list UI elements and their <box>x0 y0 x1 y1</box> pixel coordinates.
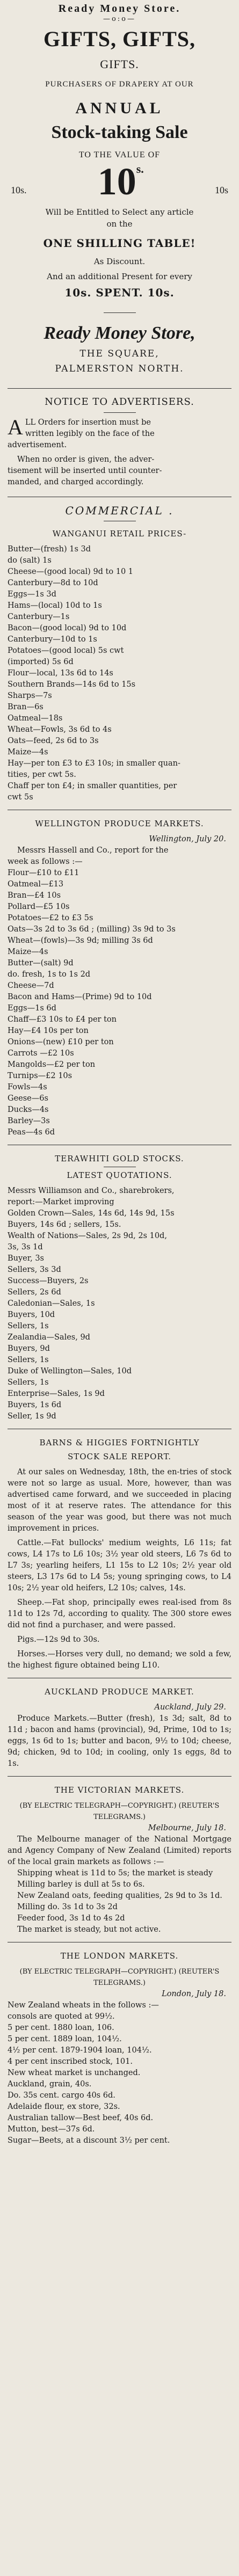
quote-line: Buyer, 3s <box>8 1254 44 1263</box>
barns-paragraphs <box>8 1467 231 1671</box>
ad-purchases: PURCHASERS OF DRAPERY AT OUR <box>45 80 194 89</box>
quote-line: report:—Market improving <box>8 1198 114 1206</box>
quote-line: Buyers, 9d <box>8 1344 50 1353</box>
report-paragraph: Pigs.—12s 9d to 30s. <box>17 1635 100 1644</box>
price-line: Chaff per ton £4; in smaller quantities, per <box>8 782 177 790</box>
london-lines <box>8 2000 231 2146</box>
quote-line: Buyers, 1s 6d <box>8 1401 62 1409</box>
price-line: Fowls—4s <box>8 1083 47 1091</box>
ad-annual: ANNUAL <box>75 99 164 117</box>
notice-line: tisement will be inserted until counter- <box>8 467 162 475</box>
victorian-title: THE VICTORIAN MARKETS. <box>54 1785 185 1795</box>
ad-top-line: Ready Money Store. <box>58 3 181 14</box>
price-line: Maize—4s <box>8 948 48 956</box>
price-line: Butter—(fresh) 1s 3d <box>8 545 91 554</box>
victorian-markets <box>8 1783 231 1935</box>
price-line: Wheat—Fowls, 3s 6d to 4s <box>8 725 112 734</box>
quote-line: Caledonian—Sales, 1s <box>8 1299 95 1308</box>
notice-dropcap: A <box>8 415 23 439</box>
report-paragraph: The market is steady, but not active. <box>17 1925 161 1934</box>
quote-line: Auckland, grain, 40s. <box>8 2080 92 2089</box>
price-line: Butter—(salt) 9d <box>8 959 74 967</box>
quote-line: 4½ per cent. 1879-1904 loan, 104½. <box>8 2046 152 2055</box>
quote-line: Adelaide flour, ex store, 32s. <box>8 2102 120 2111</box>
quote-line: Sugar—Beets, at a discount 3½ per cent. <box>8 2136 170 2145</box>
price-line: Sharps—7s <box>8 692 52 700</box>
quote-line: 5 per cent. 1880 loan, 106. <box>8 2024 114 2032</box>
quote-line: Buyers, 10d <box>8 1311 55 1319</box>
price-line: Oats—feed, 2s 6d to 3s <box>8 737 99 745</box>
price-line: Chaff—£3 10s to £4 per ton <box>8 1015 117 1024</box>
price-line: Flour—local, 13s 6d to 14s <box>8 669 113 678</box>
price-line: Hay—£4 10s per ton <box>8 1027 89 1035</box>
victorian-dateline: Melbourne, July 18. <box>148 1824 226 1832</box>
price-line: Onions—(new) £10 per ton <box>8 1038 114 1046</box>
notice-line: LL Orders for insertion must be <box>25 418 151 427</box>
notice-para-2 <box>8 454 231 488</box>
terawhiti-subtitle: LATEST QUOTATIONS. <box>67 1170 172 1180</box>
notice-line: manded, and charged accordingly. <box>8 478 144 486</box>
terawhiti-title: TERAWHITI GOLD STOCKS. <box>55 1154 184 1163</box>
auckland-produce <box>8 1685 231 1770</box>
wellington-intro: week as follows :— <box>8 857 83 866</box>
ad-discount: As Discount. <box>93 257 146 266</box>
ad-store-town: PALMERSTON NORTH. <box>55 363 184 374</box>
price-line: (imported) 5s 6d <box>8 658 74 666</box>
price-line: do. fresh, 1s to 1s 2d <box>8 970 91 979</box>
auckland-title: AUCKLAND PRODUCE MARKET. <box>45 1687 194 1697</box>
price-line: Southern Brands—14s 6d to 15s <box>8 680 136 689</box>
ad-store-square: THE SQUARE, <box>79 348 160 359</box>
quote-line: Australian tallow—Best beef, 40s 6d. <box>8 2114 154 2122</box>
report-paragraph: New Zealand oats, feeding qualities, 2s 9d to 3s 1d. <box>17 1891 222 1900</box>
victorian-credit: (BY ELECTRIC TELEGRAPH—COPYRIGHT.) (REUTER'S TELEGRAMS.) <box>19 1802 220 1821</box>
ad-amount-center <box>98 161 144 202</box>
report-paragraph: Horses.—Horses very dull, no demand; we sold a few, the highest figure obtained being L10. <box>8 1650 231 1670</box>
quote-line: Zealandia—Sales, 9d <box>8 1333 90 1342</box>
barns-subtitle: STOCK SALE REPORT. <box>67 1452 172 1461</box>
ad-amount-left: 10s. <box>11 185 27 195</box>
price-line: Wheat—(fowls)—3s 9d; milling 3s 6d <box>8 936 153 945</box>
report-paragraph: Milling do. 3s 1d to 3s 2d <box>17 1903 118 1911</box>
quote-line: consols are quoted at 99½. <box>8 2012 115 2021</box>
price-line: Hay—per ton £3 to £3 10s; in smaller quan- <box>8 759 180 768</box>
ad-headline: GIFTS, GIFTS, <box>43 27 196 51</box>
price-line: Carrots —£2 10s <box>8 1049 74 1058</box>
quote-line: New wheat market is unchanged. <box>8 2069 141 2077</box>
price-line: Bacon—(good local) 9d to 10d <box>8 624 127 632</box>
wanganui-title: WANGANUI RETAIL PRICES- <box>52 529 187 539</box>
report-paragraph: At our sales on Wednesday, 18th, the en-tries of stock were not so large as usual. More, however, than was advertised came forward, and we succeeded in placing most of it at reserve rates. The attendance for this season of the year was good, but there was not much improvement in prices. <box>8 1468 231 1533</box>
price-line: Ducks—4s <box>8 1105 49 1114</box>
price-line: Geese—6s <box>8 1094 48 1103</box>
report-paragraph: Shipping wheat is 11d to 5s; the market is steady <box>17 1869 213 1878</box>
terawhiti-gold <box>8 1152 231 1422</box>
price-line: Oatmeal—18s <box>8 714 63 723</box>
wellington-produce <box>8 817 231 1138</box>
wellington-dateline: Wellington, July 20. <box>149 835 226 843</box>
barns-stock-report <box>8 1436 231 1671</box>
ready-money-store-ad <box>8 2 231 375</box>
divider <box>8 388 231 389</box>
price-line: tities, per cwt 5s. <box>8 770 76 779</box>
wanganui-lines <box>8 544 231 803</box>
commercial-title: COMMERCIAL . <box>65 504 174 517</box>
price-line: Hams—(local) 10d to 1s <box>8 601 102 610</box>
price-line: Bran—6s <box>8 703 44 711</box>
report-paragraph: Cattle.—Fat bullocks' medium weights, L6 11s; fat cows, L4 17s to L6 10s; 3½ year old steers, L6 7s 6d to L7 3s; yearling heifers, L1 15s to L2 10s; 2½ year old steers, L3 17s 6d to L4 5s; young springing cows, to L4 10s; 2½ year old heifers, L2 10s; calves, 14s. <box>8 1539 231 1592</box>
ad-amount-number: 10 <box>97 160 136 203</box>
price-line: Peas—4s 6d <box>8 1128 55 1137</box>
victorian-paragraphs <box>8 1834 231 1935</box>
barns-title: BARNS & HIGGIES FORTNIGHTLY <box>39 1438 200 1447</box>
ad-subhead: GIFTS. <box>100 57 139 71</box>
wellington-title: WELLINGTON PRODUCE MARKETS. <box>35 819 204 828</box>
london-dateline: London, July 18. <box>162 1990 226 1998</box>
ad-entitled-2: on the <box>106 219 133 229</box>
notice-rule <box>104 412 136 413</box>
price-line: Canterbury—8d to 10d <box>8 579 98 587</box>
quote-line: Golden Crown—Sales, 14s 6d, 14s 9d, 15s <box>8 1209 175 1218</box>
price-line: Cheese—(good local) 9d to 10 1 <box>8 567 134 576</box>
quote-line: Wealth of Nations—Sales, 2s 9d, 2s 10d, <box>8 1232 167 1240</box>
price-line: Pollard—£5 10s <box>8 903 70 911</box>
quote-line: Messrs Williamson and Co., sharebrokers, <box>8 1187 175 1195</box>
quote-line: Sellers, 1s <box>8 1356 49 1364</box>
ad-value-line: TO THE VALUE OF <box>78 150 161 159</box>
quote-line: Mutton, best—37s 6d. <box>8 2125 95 2134</box>
auckland-paragraphs <box>8 1713 231 1770</box>
notice-line: When no order is given, the adver- <box>17 455 155 464</box>
ad-additional: And an additional Present for every <box>47 272 192 281</box>
quote-line: Success—Buyers, 2s <box>8 1277 89 1285</box>
terawhiti-lines <box>8 1185 231 1422</box>
price-line: Cheese—7d <box>8 981 54 990</box>
ad-amount-row <box>8 161 231 202</box>
london-markets <box>8 1949 231 2146</box>
price-line: cwt 5s <box>8 793 33 802</box>
price-line: Potatoes—(good local) 5s cwt <box>8 646 124 655</box>
quote-line: Seller, 1s 9d <box>8 1412 56 1421</box>
quote-line: Enterprise—Sales, 1s 9d <box>8 1389 105 1398</box>
quote-line: New Zealand wheats in the follows :— <box>8 2001 159 2010</box>
quote-line: Do. 35s cent. cargo 40s 6d. <box>8 2091 115 2100</box>
price-line: Canterbury—10d to 1s <box>8 635 97 644</box>
price-line: Turnips—£2 10s <box>8 1072 73 1080</box>
price-line: Canterbury—1s <box>8 613 70 621</box>
ad-store-name: Ready Money Store, <box>44 323 195 343</box>
report-paragraph: The Melbourne manager of the National Mortgage and Agency Company of New Zealand (Limited) reports of the local grain markets as follows :— <box>8 1835 231 1866</box>
notice-title: NOTICE TO ADVERTISERS. <box>45 396 194 407</box>
price-line: Mangolds—£2 per ton <box>8 1060 96 1069</box>
price-line: Potatoes—£2 to £3 5s <box>8 914 93 922</box>
london-credit: (BY ELECTRIC TELEGRAPH—COPYRIGHT.) (REUTER'S TELEGRAMS.) <box>19 1968 220 1987</box>
quote-line: Sellers, 1s <box>8 1322 49 1330</box>
price-line: Oatmeal—£13 <box>8 880 64 889</box>
ad-entitled-1: Will be Entitled to Select any article <box>45 207 194 217</box>
london-title: THE LONDON MARKETS. <box>60 1951 179 1961</box>
notice-to-advertisers <box>8 395 231 488</box>
report-paragraph: Milling barley is dull at 5s to 6s. <box>17 1880 145 1889</box>
price-line: Bacon and Hams—(Prime) 9d to 10d <box>8 993 152 1001</box>
quote-line: 5 per cent. 1889 loan, 104½. <box>8 2035 122 2043</box>
report-paragraph: Sheep.—Fat shop, principally ewes real-ised from 8s 11d to 12s 7d, according to quality. The 300 store ewes did not find a purchaser, and were passed. <box>8 1598 231 1629</box>
ad-stocktaking: Stock-taking Sale <box>51 122 188 142</box>
ad-amount-sup: s. <box>136 162 144 176</box>
price-line: Flour—£10 to £11 <box>8 869 79 877</box>
ad-table: ONE SHILLING TABLE! <box>43 237 196 250</box>
quote-line: Sellers, 1s <box>8 1378 49 1387</box>
report-paragraph: Feeder food, 3s 1d to 4s 2d <box>17 1914 125 1923</box>
price-line: Bran—£4 10s <box>8 891 61 900</box>
notice-para-1 <box>8 417 231 451</box>
quote-line: Sellers, 3s 3d <box>8 1265 61 1274</box>
wellington-lines <box>8 868 231 1138</box>
notice-line: advertisement. <box>8 441 67 449</box>
quote-line: 4 per cent inscribed stock, 101. <box>8 2057 133 2066</box>
quote-line: Sellers, 2s 6d <box>8 1288 61 1297</box>
quote-line: 3s, 3s 1d <box>8 1243 43 1251</box>
wanganui-prices <box>8 527 231 803</box>
wellington-intro: Messrs Hassell and Co., report for the <box>17 846 169 855</box>
price-line: Eggs—1s 6d <box>8 1004 56 1013</box>
ad-divider <box>104 312 136 313</box>
auckland-dateline: Auckland, July 29. <box>154 1703 226 1712</box>
price-line: Barley—3s <box>8 1117 50 1125</box>
quote-line: Buyers, 14s 6d ; sellers, 15s. <box>8 1220 121 1229</box>
ad-spent: 10s. SPENT. 10s. <box>64 286 175 299</box>
quote-line: Duke of Wellington—Sales, 10d <box>8 1367 132 1376</box>
notice-line: written legibly on the face of the <box>25 430 155 438</box>
price-line: Eggs—1s 3d <box>8 590 56 599</box>
ad-amount-right: 10s <box>214 185 228 195</box>
report-paragraph: Produce Markets.—Butter (fresh), 1s 3d; salt, 8d to 11d ; bacon and hams (provincial), 9d, Prime, 10d to 1s; eggs, 1s 6d to 1s; butter and bacon, 9½ to 10d; cheese, 9d; chicken, 9d to 10d; in cooling, only 1s eggs, 8d to 1s. <box>8 1714 231 1768</box>
price-line: Maize—4s <box>8 748 48 756</box>
price-line: do (salt) 1s <box>8 556 52 565</box>
price-line: Oats—3s 2d to 3s 6d ; (milling) 3s 9d to 3s <box>8 925 176 934</box>
divider <box>8 1776 231 1777</box>
ad-ornament: —o:o— <box>103 15 136 23</box>
